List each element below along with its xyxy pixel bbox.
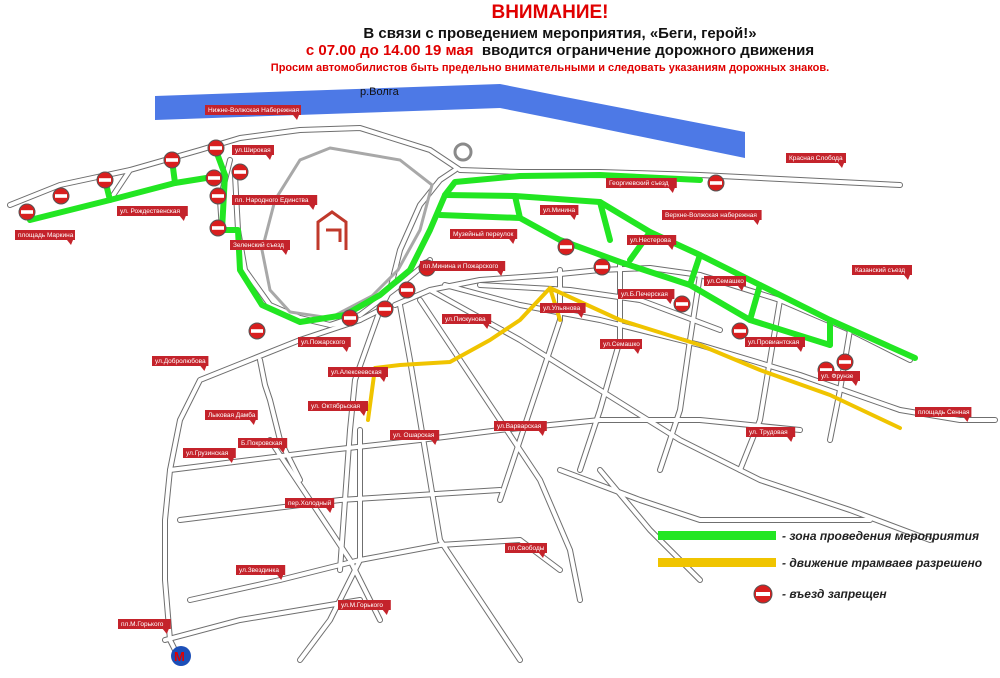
no-entry-sign bbox=[249, 323, 265, 339]
no-entry-sign bbox=[594, 259, 610, 275]
street-label-text: ул.Широкая bbox=[235, 147, 271, 154]
river-label: р.Волга bbox=[360, 86, 399, 98]
street-label-text: ул.Семашко bbox=[603, 341, 640, 348]
street-label bbox=[285, 498, 334, 513]
no-entry-sign bbox=[164, 152, 180, 168]
no-entry-sign bbox=[210, 220, 226, 236]
street-label bbox=[338, 600, 391, 615]
legend-no-entry-label: - въезд запрещен bbox=[782, 587, 887, 601]
street-label bbox=[540, 205, 578, 220]
street-label-text: ул. Трудовая bbox=[749, 429, 788, 436]
street-label-text: ул.Звездинка bbox=[239, 567, 279, 574]
street-label-text: Красная Слобода bbox=[789, 155, 843, 162]
no-entry-sign bbox=[97, 172, 113, 188]
street-label bbox=[232, 195, 317, 210]
legend-event-swatch bbox=[658, 531, 776, 540]
street-label-text: ул.Добролюбова bbox=[155, 358, 206, 365]
street-label bbox=[152, 356, 208, 371]
street-label-text: пл.Минина и Пожарского bbox=[423, 263, 499, 270]
street-label bbox=[852, 265, 912, 280]
street-label-text: ул.Грузинская bbox=[186, 450, 229, 457]
street-label bbox=[15, 230, 75, 245]
street-label bbox=[786, 153, 846, 168]
street-label-text: Казанский съезд bbox=[855, 267, 906, 274]
legend-tram-label: - движение трамваев разрешено bbox=[782, 556, 983, 570]
roundabout bbox=[455, 144, 471, 160]
kremlin-emblem bbox=[318, 212, 346, 250]
street-label-text: площадь Маркина bbox=[18, 232, 74, 239]
street-label bbox=[627, 235, 676, 250]
no-entry-sign bbox=[732, 323, 748, 339]
street-label-text: Верхне-Волжская набережная bbox=[665, 212, 757, 219]
event-announcement: В связи с проведением мероприятия, «Беги, герой!» bbox=[363, 25, 757, 42]
street-label-text: ул.Варварская bbox=[497, 423, 542, 430]
no-entry-sign bbox=[53, 188, 69, 204]
no-entry-sign bbox=[399, 282, 415, 298]
street-label-text: ул.Семашко bbox=[707, 278, 744, 285]
street-label-text: Зеленский съезд bbox=[233, 242, 284, 249]
no-entry-sign bbox=[210, 188, 226, 204]
no-entry-sign bbox=[232, 164, 248, 180]
street-label-text: ул. Ошарская bbox=[393, 432, 435, 439]
street-label bbox=[118, 619, 171, 634]
no-entry-sign bbox=[206, 170, 222, 186]
legend-no-entry-icon bbox=[754, 585, 772, 603]
street-label bbox=[442, 314, 491, 329]
no-entry-sign bbox=[208, 140, 224, 156]
svg-text:М: М bbox=[174, 649, 185, 664]
street-label-text: ул.Пискунова bbox=[445, 316, 486, 323]
street-label-text: ул.М.Горького bbox=[341, 602, 384, 609]
no-entry-sign bbox=[674, 296, 690, 312]
street-label-text: ул.Ульянова bbox=[543, 305, 581, 312]
street-label bbox=[308, 401, 368, 416]
street-label-text: Георгиевский съезд bbox=[609, 180, 669, 187]
restriction-text: вводится ограничение дорожного движения bbox=[481, 42, 815, 59]
street-label bbox=[232, 145, 274, 160]
street-label bbox=[600, 339, 642, 354]
no-entry-sign bbox=[708, 175, 724, 191]
no-entry-sign bbox=[342, 310, 358, 326]
street-label-text: ул.Минина bbox=[543, 207, 576, 214]
street-label bbox=[606, 178, 677, 193]
legend-tram-swatch bbox=[658, 558, 776, 567]
street-label-text: Нижне-Волжская Набережная bbox=[208, 107, 299, 114]
street-label-text: ул. Рождественская bbox=[120, 208, 181, 215]
no-entry-sign bbox=[837, 354, 853, 370]
street-label-text: ул.Провиантская bbox=[748, 339, 800, 346]
street-label-text: Лыковая Дамба bbox=[208, 412, 256, 419]
no-entry-sign bbox=[19, 204, 35, 220]
metro-logo bbox=[171, 646, 191, 666]
street-label bbox=[745, 337, 805, 352]
page-title: ВНИМАНИЕ! bbox=[491, 2, 609, 23]
street-label-text: площадь Сенная bbox=[918, 409, 970, 416]
legend bbox=[658, 529, 982, 603]
street-label-text: Музейный переулок bbox=[453, 231, 514, 238]
street-label bbox=[450, 229, 517, 244]
restriction-time: с 07.00 до 14.00 19 мая bbox=[305, 42, 474, 59]
no-entry-sign bbox=[558, 239, 574, 255]
street-label bbox=[205, 410, 258, 425]
street-label-text: пл. Народного Единства bbox=[235, 197, 309, 204]
street-label-text: Б.Покровская bbox=[241, 440, 283, 447]
legend-event-label: - зона проведения мероприятия bbox=[782, 529, 980, 543]
street-label bbox=[298, 337, 351, 352]
no-entry-sign bbox=[377, 301, 393, 317]
street-label-text: ул. Фрунзе bbox=[821, 373, 854, 380]
tram-routes bbox=[368, 288, 900, 428]
street-label-text: ул.Нестерова bbox=[630, 237, 672, 244]
street-label-text: ул.Пожарского bbox=[301, 339, 346, 346]
street-label-text: пер.Холодный bbox=[288, 500, 332, 507]
street-label bbox=[662, 210, 762, 225]
driver-notice: Просим автомобилистов быть предельно внимательными и следовать указаниям дорожных знаков. bbox=[270, 62, 830, 74]
street-label-text: ул.Б.Печерская bbox=[621, 291, 668, 298]
street-label-text: ул.Алексеевская bbox=[331, 369, 382, 376]
street-label bbox=[117, 206, 188, 221]
street-label-text: пл.Свободы bbox=[508, 545, 545, 552]
street-label-text: пл.М.Горького bbox=[121, 621, 164, 628]
street-label-text: ул. Октябрьская bbox=[311, 403, 361, 410]
